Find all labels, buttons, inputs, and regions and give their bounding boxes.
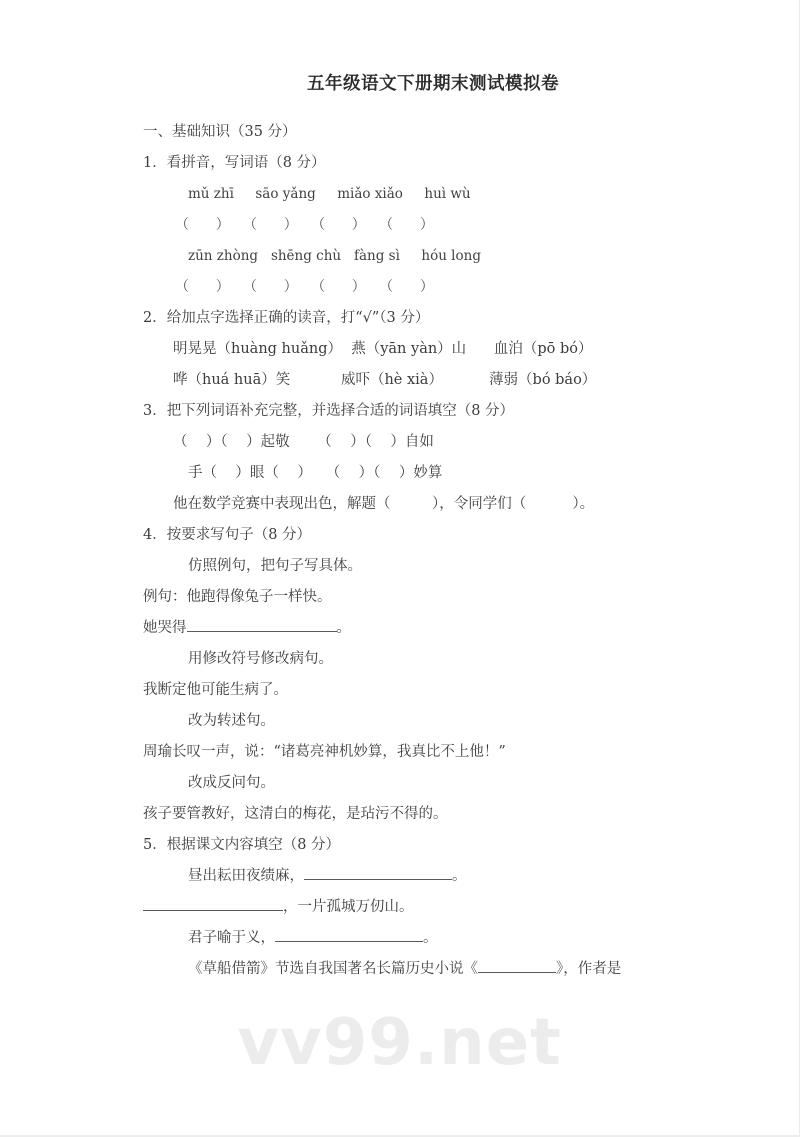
question-5-fill-4[interactable] bbox=[143, 954, 723, 985]
site-watermark: vv99.net bbox=[237, 1006, 562, 1080]
question-4-sentence-2[interactable]: 我断定他可能生病了。 bbox=[143, 682, 288, 698]
question-5-fill-suffix-3: 。 bbox=[423, 930, 438, 946]
question-3-row-3[interactable]: 他在数学竞赛中表现出色，解题（ ），令同学们（ ）。 bbox=[173, 496, 595, 512]
question-1-answer-row-2[interactable]: （ ） （ ） （ ） （ ） bbox=[175, 279, 434, 295]
question-1-answer-row-1[interactable]: （ ） （ ） （ ） （ ） bbox=[175, 217, 434, 233]
question-2-row-1[interactable]: 明晃晃（huàng huǎng） 燕（yān yàn）山 血泊（pō bó） bbox=[173, 341, 593, 357]
question-5-fill-prefix-4: 《草船借箭》节选自我国著名长篇历史小说《 bbox=[188, 961, 478, 977]
question-5-fill-suffix-1: 。 bbox=[452, 868, 467, 884]
question-3-prompt: 3．把下列词语补充完整，并选择合适的词语填空（8 分） bbox=[143, 403, 515, 419]
question-4-answer-line-1[interactable] bbox=[143, 613, 723, 644]
question-5-fill-suffix-2: ，一片孤城万仞山。 bbox=[283, 899, 414, 915]
question-4-sub-1: 仿照例句，把句子写具体。 bbox=[188, 558, 362, 574]
answer-blank[interactable] bbox=[275, 941, 423, 942]
section-heading-basic-knowledge: 一、基础知识（35 分） bbox=[143, 124, 297, 140]
question-5-fill-prefix-3: 君子喻于义， bbox=[188, 930, 275, 946]
answer-blank[interactable] bbox=[143, 910, 283, 911]
question-4-sentence-3[interactable]: 周瑜长叹一声，说：“诸葛亮神机妙算，我真比不上他！” bbox=[143, 744, 506, 760]
question-5-fill-prefix-1: 昼出耘田夜绩麻， bbox=[188, 868, 304, 884]
question-3-row-1[interactable]: （ ）（ ）起敬 （ ）（ ）自如 bbox=[173, 434, 434, 450]
question-4-prompt: 4．按要求写句子（8 分） bbox=[143, 527, 312, 543]
answer-blank[interactable] bbox=[478, 972, 556, 973]
answer-blank[interactable] bbox=[304, 879, 452, 880]
question-5-prompt: 5．根据课文内容填空（8 分） bbox=[143, 837, 341, 853]
question-4-sub-2: 用修改符号修改病句。 bbox=[188, 651, 333, 667]
question-5-fill-1[interactable] bbox=[143, 861, 723, 892]
question-1-pinyin-row-1: mǔ zhī sāo yǎng miǎo xiǎo huì wù bbox=[188, 186, 471, 202]
question-5-fill-3[interactable] bbox=[143, 923, 723, 954]
question-5-fill-suffix-4: 》，作者是 bbox=[556, 961, 622, 977]
question-3-row-2[interactable]: 手（ ）眼（ ） （ ）（ ）妙算 bbox=[188, 465, 443, 481]
question-2-row-2[interactable]: 哗（huá huā）笑 威吓（hè xià） 薄弱（bó báo） bbox=[173, 372, 597, 388]
question-4-blank-prefix-1: 她哭得 bbox=[143, 620, 187, 636]
question-1-prompt: 1．看拼音，写词语（8 分） bbox=[143, 155, 326, 171]
question-4-sub-3: 改为转述句。 bbox=[188, 713, 275, 729]
question-4-blank-suffix-1: 。 bbox=[336, 620, 351, 636]
question-4-sub-4: 改成反问句。 bbox=[188, 775, 275, 791]
question-4-example-1: 例句：他跑得像兔子一样快。 bbox=[143, 589, 332, 605]
paper-content bbox=[143, 70, 723, 985]
question-5-fill-2[interactable] bbox=[143, 892, 723, 923]
answer-blank[interactable] bbox=[187, 631, 337, 632]
question-1-pinyin-row-2: zūn zhòng shēng chù fàng sì hóu long bbox=[188, 248, 481, 264]
question-4-sentence-4[interactable]: 孩子要管教好，这清白的梅花，是玷污不得的。 bbox=[143, 806, 448, 822]
question-2-prompt: 2．给加点字选择正确的读音，打“√”（3 分） bbox=[143, 310, 430, 326]
page-title: 五年级语文下册期末测试模拟卷 bbox=[307, 74, 559, 94]
